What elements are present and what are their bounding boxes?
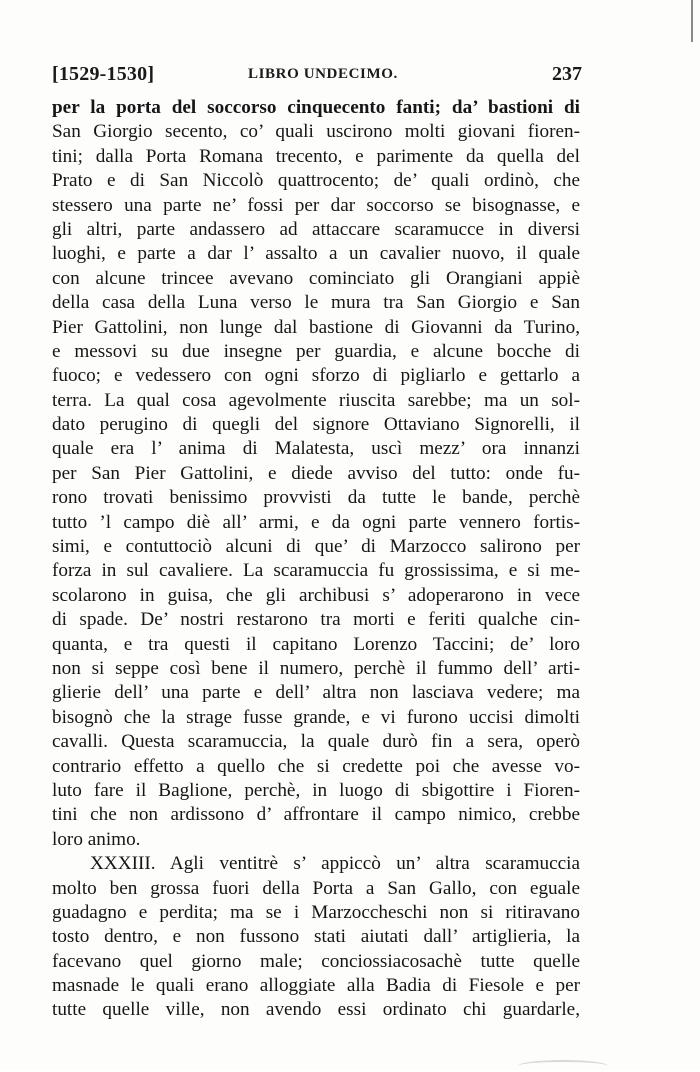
text-line: Pier Gattolini, non lunge dal bastione di Giovanni da Turino, bbox=[52, 316, 580, 338]
text-line: quanta, e tra questi il capitano Lorenzo Taccini; de’ loro bbox=[52, 633, 580, 655]
text-line: simi, e contuttociò alcuni di que’ di Marzocco salirono per bbox=[52, 536, 580, 558]
text-line: per la porta del soccorso cinquecento fanti; da’ bastioni di bbox=[52, 97, 580, 118]
text-line: per San Pier Gattolini, e diede avviso del tutto: onde fu- bbox=[52, 462, 580, 484]
text-line: bisognò che la strage fusse grande, e vi furono uccisi dimolti bbox=[52, 706, 580, 728]
text-line: stessero una parte ne’ fossi per dar soccorso se bisognasse, e bbox=[52, 194, 580, 216]
text-line: masnade le quali erano alloggiate alla Badia di Fiesole e per bbox=[52, 975, 580, 997]
text-line: forza in sul cavaliere. La scaramuccia fu grossissima, e si me- bbox=[52, 560, 580, 582]
text-line: dato perugino di quegli del signore Ottaviano Signorelli, il bbox=[52, 414, 580, 436]
text-line: della casa della Luna verso le mura tra San Giorgio e San bbox=[52, 292, 580, 314]
text-line: e messovi su due insegne per guardia, e alcune bocche di bbox=[52, 340, 580, 362]
text-line-section-start: XXXIII. Agli ventitrè s’ appiccò un’ altra scaramuccia bbox=[90, 853, 580, 875]
bleed-through-mark bbox=[518, 1060, 608, 1072]
text-line: glierie dell’ una parte e dell’ altra non lasciava vedere; ma bbox=[52, 682, 580, 704]
page-number: 237 bbox=[552, 63, 582, 85]
text-line: San Giorgio secento, co’ quali uscirono molti giovani fioren- bbox=[52, 121, 580, 143]
page-edge-mark bbox=[691, 0, 693, 42]
header-book-title: LIBRO UNDECIMO. bbox=[248, 66, 398, 82]
text-line-paragraph-end: loro animo. bbox=[52, 828, 141, 850]
running-header bbox=[52, 63, 582, 89]
text-line: con alcune trincee avevano cominciato gli Orangiani appiè bbox=[52, 267, 580, 289]
body-text bbox=[52, 96, 580, 1023]
text-line: guadagno e perdita; ma se i Marzoccheschi non si ritiravano bbox=[52, 901, 580, 923]
text-line: tini che non ardissono d’ affrontare il campo nimico, crebbe bbox=[52, 804, 580, 826]
text-line: gli altri, parte andassero ad attaccare scaramucce in diversi bbox=[52, 218, 580, 240]
text-line: tutto ’l campo diè all’ armi, e da ogni parte vennero fortis- bbox=[52, 511, 580, 533]
text-line: quale era l’ anima di Malatesta, uscì mezz’ ora innanzi bbox=[52, 438, 580, 460]
text-line: contrario effetto a quello che si credette poi che avesse vo- bbox=[52, 755, 580, 777]
text-line: di spade. De’ nostri restarono tra morti e feriti qualche cin- bbox=[52, 609, 580, 631]
header-years: [1529-1530] bbox=[52, 63, 155, 85]
text-line: luoghi, e parte a dar l’ assalto a un cavalier nuovo, il quale bbox=[52, 243, 580, 265]
text-line: terra. La qual cosa agevolmente riuscita sarebbe; ma un sol- bbox=[52, 389, 580, 411]
text-line: Prato e di San Niccolò quattrocento; de’ quali ordinò, che bbox=[52, 170, 580, 192]
text-line: tutte quelle ville, non avendo essi ordinato chi guardarle, bbox=[52, 999, 580, 1021]
text-line: tini; dalla Porta Romana trecento, e parimente da quella del bbox=[52, 145, 580, 167]
text-line: cavalli. Questa scaramuccia, la quale durò fin a sera, operò bbox=[52, 731, 580, 753]
text-line: scolarono in guisa, che gli archibusi s’ adoperarono in vece bbox=[52, 584, 580, 606]
text-line: luto fare il Baglione, perchè, in luogo di sbigottire i Fioren- bbox=[52, 779, 580, 801]
text-line: non si seppe così bene il numero, perchè il fummo dell’ arti- bbox=[52, 657, 580, 679]
text-line: molto ben grossa fuori della Porta a San Gallo, con eguale bbox=[52, 877, 580, 899]
text-line: tosto dentro, e non fussono stati aiutati dall’ artiglieria, la bbox=[52, 926, 580, 948]
text-line: rono trovati benissimo provvisti da tutte le bande, perchè bbox=[52, 487, 580, 509]
text-line: facevano quel giorno male; conciossiacosachè tutte quelle bbox=[52, 950, 580, 972]
text-line: fuoco; e vedessero con ogni sforzo di pigliarlo e gettarlo a bbox=[52, 365, 580, 387]
